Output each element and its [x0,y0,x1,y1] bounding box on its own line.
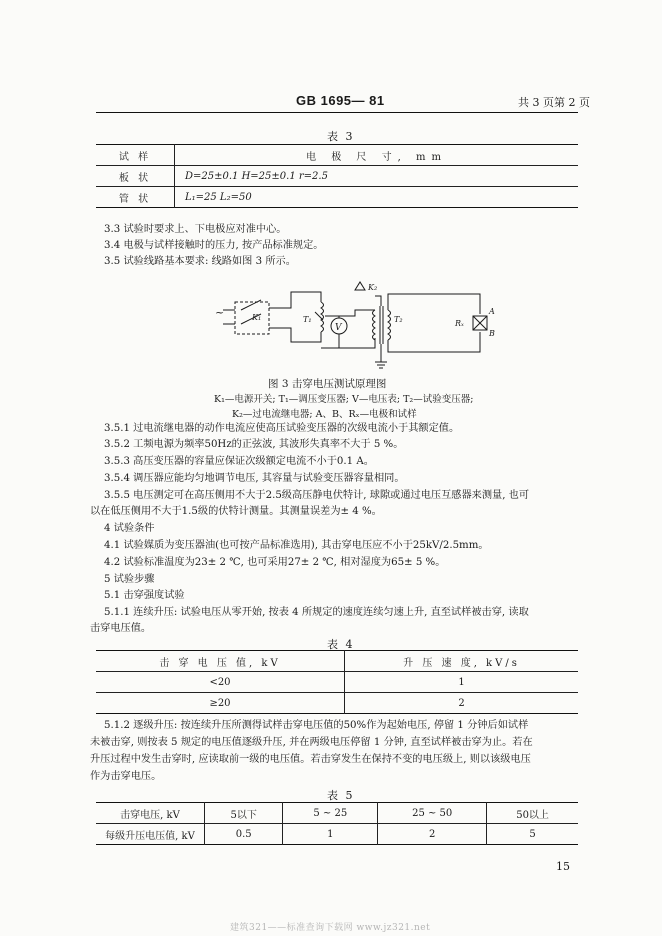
electrode-a-label: A [489,307,495,316]
t1-label: T₁ [303,315,312,324]
paragraph: 3.5.5 电压测定可在高压侧用不大于2.5级高压静电伏特计, 球隙或通过电压互感器来测量, 也可 [104,490,530,501]
table4-caption: 表 4 [327,638,355,651]
electrode-b-label: B [489,329,495,338]
wire [269,292,321,308]
table-cell: 电 极 尺 寸, mm [175,145,579,166]
figure-caption: 图 3 击穿电压测试原理图 [268,378,387,390]
paragraph: 3.5.1 过电流继电器的动作电流应使高压试验变压器的次级电流小于其额定值。 [104,423,460,434]
t2-primary-coil [373,310,376,340]
section-heading: 5.1 击穿强度试验 [104,590,185,601]
paragraph: 3.5.3 高压变压器的容量应保证次级额定电流不小于0.1 A。 [104,456,374,467]
table-cell: D=25±0.1 H=25±0.1 r=2.5 [175,166,579,187]
paragraph: 3.5 试验线路基本要求: 线路如图 3 所示。 [104,256,296,267]
table-row [96,693,578,714]
wire [388,332,480,352]
table-row [96,824,578,845]
wire [375,296,381,306]
table5 [96,802,578,845]
page-number: 15 [556,860,570,873]
table-cell: 5 [529,828,536,840]
table-cell: 2 [458,697,465,709]
table-cell: 5 ~ 25 [283,803,378,824]
wire [269,328,321,342]
table-cell: 50以上 [487,803,578,824]
source-symbol: ~ [215,306,225,319]
table-cell: 每级升压电压值, kV [96,824,205,845]
section-heading: 4 试验条件 [104,523,155,534]
standard-number: GB 1695— 81 [296,93,385,108]
table-row [96,145,578,166]
k2-label: K₂ [368,283,378,292]
table-row [96,187,578,208]
paragraph: 作为击穿电压。 [90,771,162,782]
paragraph: 5.1.2 逐级升压: 按连续升压所测得试样击穿电压值的50%作为起始电压, 停留 1 分钟后如试样 [104,720,529,731]
table-cell: 试 样 [96,145,175,166]
k2-relay [355,282,365,290]
table-row [96,651,578,672]
table-cell: 板 状 [96,166,175,187]
paragraph: 3.5.2 工频电源为频率50Hz的正弦波, 其波形失真率不大于 5 %。 [104,439,404,450]
rx-label: Rₓ [455,319,464,328]
paragraph: 升压过程中发生击穿时, 应读取前一级的电压值。若击穿发生在保持不变的电压级上, 则以该级电压 [90,754,531,765]
voltmeter-label: V [335,323,342,333]
table-cell: 击穿电压, kV [96,803,205,824]
table-row [96,672,578,693]
table-cell: 25 ~ 50 [378,803,487,824]
paragraph: 击穿电压值。 [90,623,152,634]
table-cell: 0.5 [205,824,283,845]
watermark: 建筑321——标准查询下载网 www.jz321.net [230,923,431,933]
k1-label: K₁ [252,313,262,322]
table4 [96,650,578,714]
paragraph: 3.4 电极与试样接触时的压力, 按产品标准规定。 [104,240,324,251]
table-cell: ≥20 [96,693,345,714]
wire [321,338,375,348]
table-row [96,803,578,824]
table-cell: 升 压 速 度, kV/s [345,651,579,672]
wire [388,294,480,314]
paragraph: 以在低压侧用不大于1.5级的伏特计测量。其测量误差为± 4 %。 [90,506,382,517]
table-cell: 5以下 [205,803,283,824]
table-cell: 管 状 [96,187,175,208]
table3-caption: 表 3 [327,130,355,143]
table-cell: 1 [283,824,378,845]
table-cell: 击 穿 电 压 值, kV [96,651,345,672]
header-rule [96,112,578,113]
table-cell: 2 [378,824,487,845]
section-heading: 5 试验步骤 [104,574,155,585]
paragraph: 未被击穿, 则按表 5 规定的电压值逐级升压, 并在两级电压停留 1 分钟, 直至试样被击穿为止。若在 [90,737,533,748]
t2-secondary-coil [388,310,391,340]
table-cell: 1 [345,672,579,693]
table-cell: L₁=25 L₂=50 [185,191,252,203]
paragraph: 3.5.4 调压器应能均匀地调节电压, 其容量与试验变压器容量相同。 [104,473,405,484]
t2-label: T₂ [394,315,403,324]
page-indicator: 共 3 页第 2 页 [518,96,590,109]
wire [325,310,375,316]
table-cell: <20 [96,672,345,693]
figure-legend: K₂—过电流继电器; A、B、Rₓ—电极和试样 [232,409,417,420]
figure-legend: K₁—电源开关; T₁—调压变压器; V—电压表; T₂—试验变压器; [214,394,474,405]
paragraph: 4.2 试验标准温度为23± 2 ℃, 也可采用27± 2 ℃, 相对湿度为65± 5 %。 [104,557,446,568]
paragraph: 3.3 试验时要求上、下电极应对准中心。 [104,224,287,235]
circuit-diagram [205,280,505,370]
paragraph: 5.1.1 连续升压: 试验电压从零开始, 按表 4 所规定的速度连续匀速上升, 直至试样被击穿, 读取 [104,607,529,618]
paragraph: 4.1 试验媒质为变压器油(也可按产品标准选用), 其击穿电压应不小于25kV/2.5mm。 [104,540,489,551]
table5-caption: 表 5 [327,789,355,802]
table-row [96,166,578,187]
t1-coil [321,302,324,332]
table3 [96,144,578,208]
